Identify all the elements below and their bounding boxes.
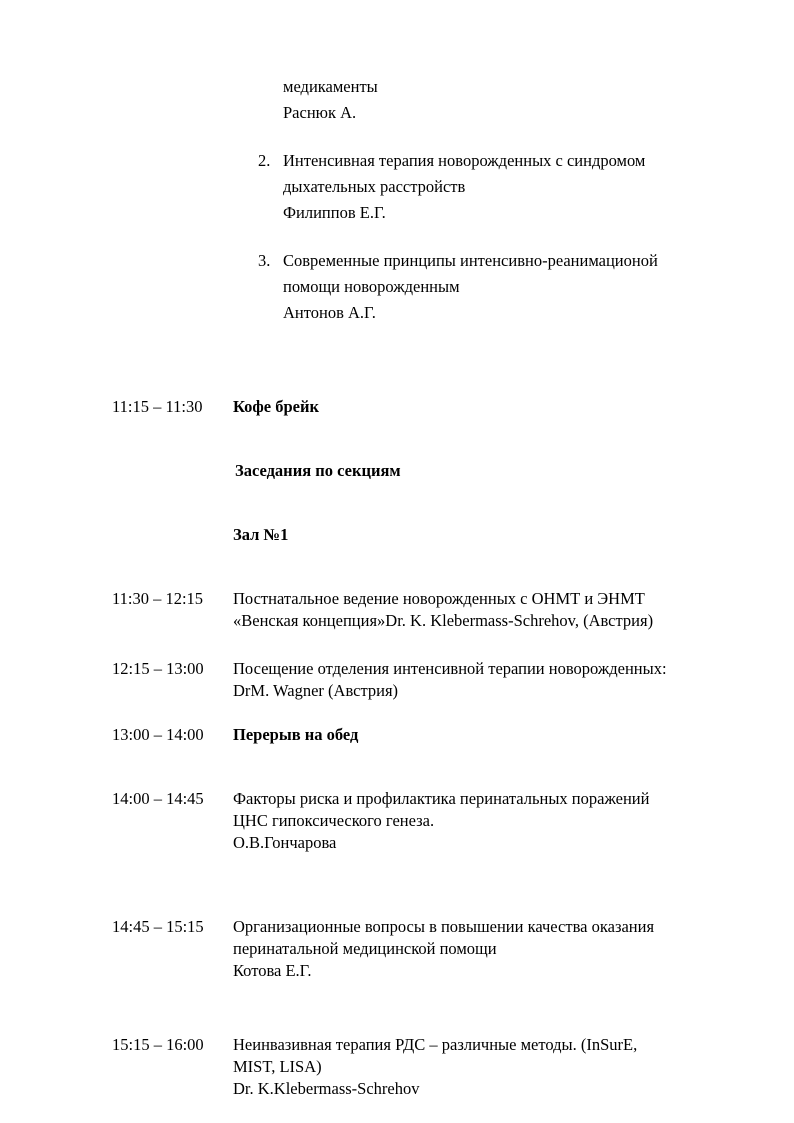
list-item-number: 3. [258,251,271,270]
schedule-line: Постнатальное ведение новорожденных с ОНМТ и ЭНМТ [233,589,645,608]
spacer [112,546,757,588]
schedule-row [112,658,757,702]
list-item-number: 2. [258,151,271,170]
schedule-row [112,1034,757,1100]
schedule-description [233,724,757,746]
schedule-line: ЦНС гипоксического генеза. [233,811,435,830]
schedule-line: DrM. Wagner (Австрия) [233,681,399,700]
list-item-speaker: Антонов А.Г. [283,303,376,322]
schedule-speaker: О.В.Гончарова [233,833,337,852]
schedule-table [112,396,757,1100]
schedule-description [233,1034,757,1100]
schedule-line: Факторы риска и профилактика перинатальных поражений [233,789,650,808]
hall-heading: Зал №1 [233,525,289,544]
continued-list-block [258,74,728,326]
schedule-time: 11:30 – 12:15 [112,589,204,608]
schedule-speaker: Котова Е.Г. [233,961,312,980]
schedule-row [112,916,757,982]
heading-indent [112,524,233,546]
list-item [258,148,728,226]
schedule-time: 13:00 – 14:00 [112,725,204,744]
schedule-time: 14:45 – 15:15 [112,917,204,936]
spacer [112,632,757,658]
spacer [112,746,757,788]
list-item-line: дыхательных расстройств [283,177,466,196]
hall-heading-row [112,524,757,546]
schedule-description [233,658,757,702]
schedule-line: «Венская концепция»Dr. K. Klebermass-Schrehov, (Австрия) [233,611,654,630]
spacer [112,854,757,916]
section-heading-row [112,460,757,482]
list-item-text [283,148,728,226]
spacer [112,418,757,460]
list-item [258,248,728,326]
list-item-line: помощи новорожденным [283,277,460,296]
list-item-line: Современные принципы интенсивно-реанимационой [283,251,658,270]
schedule-line: Неинвазивная терапия РДС – различные методы. (InSurE, [233,1035,638,1054]
schedule-row [112,788,757,854]
schedule-line: Перерыв на обед [233,725,359,744]
schedule-description [233,396,757,418]
schedule-line: Организационные вопросы в повышении качества оказания [233,917,655,936]
schedule-time: 11:15 – 11:30 [112,397,203,416]
schedule-row [112,588,757,632]
schedule-time: 12:15 – 13:00 [112,659,204,678]
schedule-line: Кофе брейк [233,397,320,416]
list-item-text [283,248,728,326]
spacer [112,482,757,524]
schedule-line: MIST, LISA) [233,1057,322,1076]
schedule-description [233,788,757,854]
schedule-row-coffee-break [112,396,757,418]
heading-indent [112,460,233,482]
schedule-speaker: Dr. K.Klebermass-Schrehov [233,1079,420,1098]
schedule-line: Посещение отделения интенсивной терапии новорожденных: [233,659,667,678]
schedule-line: перинатальной медицинской помощи [233,939,497,958]
schedule-description [233,916,757,982]
spacer [112,702,757,724]
list-item-line: Интенсивная терапия новорожденных с синдромом [283,151,646,170]
spacer [112,982,757,1034]
schedule-row-lunch [112,724,757,746]
schedule-time: 15:15 – 16:00 [112,1035,204,1054]
schedule-time: 14:00 – 14:45 [112,789,204,808]
list-item-speaker: Филиппов Е.Г. [283,203,386,222]
carryover-line: Раснюк А. [283,103,357,122]
schedule-description [233,588,757,632]
carryover-line: медикаменты [283,77,378,96]
section-heading: Заседания по секциям [235,461,401,480]
